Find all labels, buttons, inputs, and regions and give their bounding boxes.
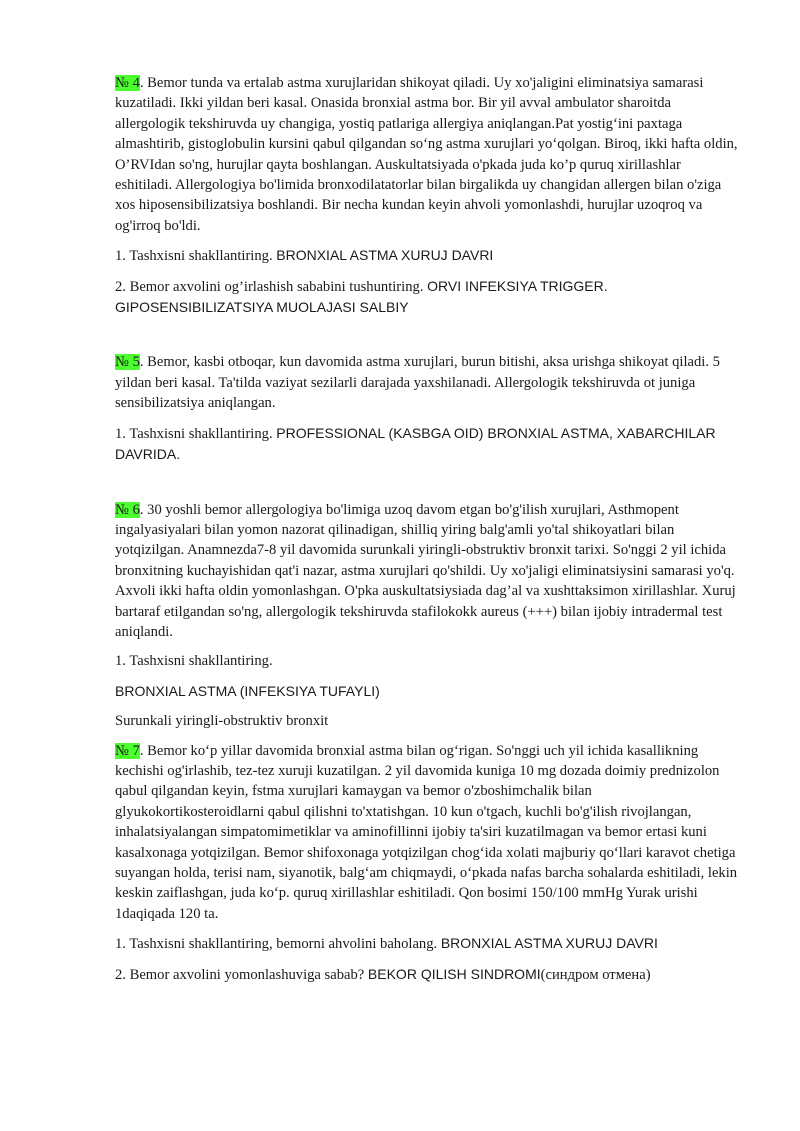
- case-4-answer-2: ORVI INFEKSIYA TRIGGER. GIPOSENSIBILIZATSIYA MUOLAJASI SALBIY: [115, 277, 608, 316]
- case-4-text: [115, 73, 740, 236]
- case-5-answer-1: PROFESSIONAL (KASBGA OID) BRONXIAL ASTMA, XABARCHILAR DAVRIDA.: [115, 424, 716, 463]
- case-6-answer-2: Surunkali yiringli-obstruktiv bronxit: [115, 713, 329, 730]
- case-6-number: № 6: [115, 501, 140, 518]
- case-4-question-2: 2. Bemor axvolini og’irlashish sababini tushuntiring. ORVI INFEKSIYA TRIGGER. GIPOSENSIBILIZATSIYA MUOLAJASI SALBIY: [115, 277, 608, 316]
- case-4-answer-1: BRONXIAL ASTMA XURUJ DAVRI: [276, 247, 494, 264]
- case-6-body: . 30 yoshli bemor allergologiya bo'limiga uzoq davom etgan bo'g'ilish xurujlari, Asthmopent ingalyasiyalari bilan yomon nazorat qilinadigan, shilliq yiring balg'amli yo'tal shikoyatlari bilan yotqizilgan. Anamnezda7-8 yil davomida surunkali yiringli-obstruktiv bronxit tarixi. So'nggi 2 yil ichida bronxitning kuchayishidan qat'i nazar, astma xurujlari qo'shildi. Uy xo'jaligi eliminatsiysini samarasi yo'q. Axvoli ikki hafta oldin yomonlashgan. O'pka auskultatsiysiada dag’al va xushttaksimon xirillashlar. Xuruj bartaraf etilgandan so'ng, allergologik tekshiruvda stafilokokk aureus (+++) bilan ijobiy intradermal test aniqlandi.: [115, 501, 736, 640]
- case-7-answer-2: BEKOR QILISH SINDROMI: [367, 965, 541, 982]
- case-7-body: . Bemor ko‘p yillar davomida bronxial astma bilan og‘rigan. So'nggi uch yil ichida kasallikning kechishi og'irlashib, tez-tez xuruji kuzatilgan. 2 yil davomida kuniga 10 mg dozada doimiy prednizolon qabul qilgandan keyin, fstma xurujlari kamaygan va bemor o'zboshimchalik bilan glyukokortikosteroidlarni qabul qilishni to'xtatishgan. 10 kun o'tgach, kuchli bo'g'ilish rivojlangan, inhalatsiyalangan simpatomimetiklar va aminofillinni ijobiy ta'siri kuzatilmagan va bemor ertasi kuni kasalxonaga yotqizilgan. Bemor shifoxonaga yotqizilgan chog‘ida xolati majburiy qo‘llari karavot chetiga suyangan holda, terisi nam, siyanotik, balg‘am chiqmaydi, o‘pkada nafas barcha sohalarda eshitiladi, lekin keskin zaiflashgan, juda ko‘p. quruq xirillashlar eshitiladi. Qon bosimi 150/100 mmHg Yurak urishi 1daqiqada 120 ta.: [115, 742, 738, 922]
- case-6-text: [115, 500, 740, 643]
- case-7-answer-1: BRONXIAL ASTMA XURUJ DAVRI: [440, 935, 658, 952]
- case-5-text: [115, 352, 740, 413]
- case-4-question-1: 1. Tashxisni shakllantiring. BRONXIAL ASTMA XURUJ DAVRI: [115, 247, 494, 265]
- case-7-number: № 7: [115, 742, 140, 759]
- case-4-number: № 4: [115, 75, 140, 91]
- case-5-question-1: 1. Tashxisni shakllantiring. PROFESSIONAL (KASBGA OID) BRONXIAL ASTMA, XABARCHILAR DAVRIDA.: [115, 424, 716, 463]
- case-5-body: . Bemor, kasbi otboqar, kun davomida astma xurujlari, burun bitishi, aksa urishga shikoyat qiladi. 5 yildan beri kasal. Ta'tilda vaziyat sezilarli darajada yaxshilanadi. Allergologik tekshiruvda ot juniga sensibilizatsiya aniqlangan.: [115, 354, 720, 412]
- case-4-body: . Bemor tunda va ertalab astma xurujlaridan shikoyat qiladi. Uy xo'jaligini eliminatsiya samarasi kuzatiladi. Ikki yildan beri kasal. Onasida bronxial astma bor. Bir yil avval ambulator sharoitda allergologik tekshiruvda uy changiga, yostiq patlariga allergiya aniqlangan.Pat yostig‘ini paxtaga almashtirib, gistoglobulin kursini qabul qilgandan so‘ng astma xurujlari yo‘qolgan. Biroq, ikki hafta oldin, O’RVIdan so'ng, hurujlar qayta boshlangan. Auskultatsiyada o'pkada juda ko’p quruq xirillashlar eshitiladi. Allergologiya bo'limida bronxodilatatorlar bilan birgalikda uy changidan allergen bilan o'ziga xos hiposensibilizatsiya boshlandi. Bir necha kundan keyin ahvoli yomonlashdi, hurujlar uzoqroq va og'irroq bo'ldi.: [115, 75, 738, 234]
- case-6-answer-1: BRONXIAL ASTMA (INFEKSIYA TUFAYLI): [115, 682, 380, 699]
- case-7-text: [115, 741, 740, 925]
- case-7-question-2: 2. Bemor axvolini yomonlashuviga sabab? BEKOR QILISH SINDROMI(синдром отмена): [115, 965, 651, 983]
- case-7-question-1: 1. Tashxisni shakllantiring, bemorni ahvolini baholang. BRONXIAL ASTMA XURUJ DAVRI: [115, 935, 658, 953]
- case-5-number: № 5: [115, 354, 140, 371]
- case-6-question-1: 1. Tashxisni shakllantiring.: [115, 653, 273, 670]
- case-7-answer-2-ru: (синдром отмена): [540, 966, 651, 983]
